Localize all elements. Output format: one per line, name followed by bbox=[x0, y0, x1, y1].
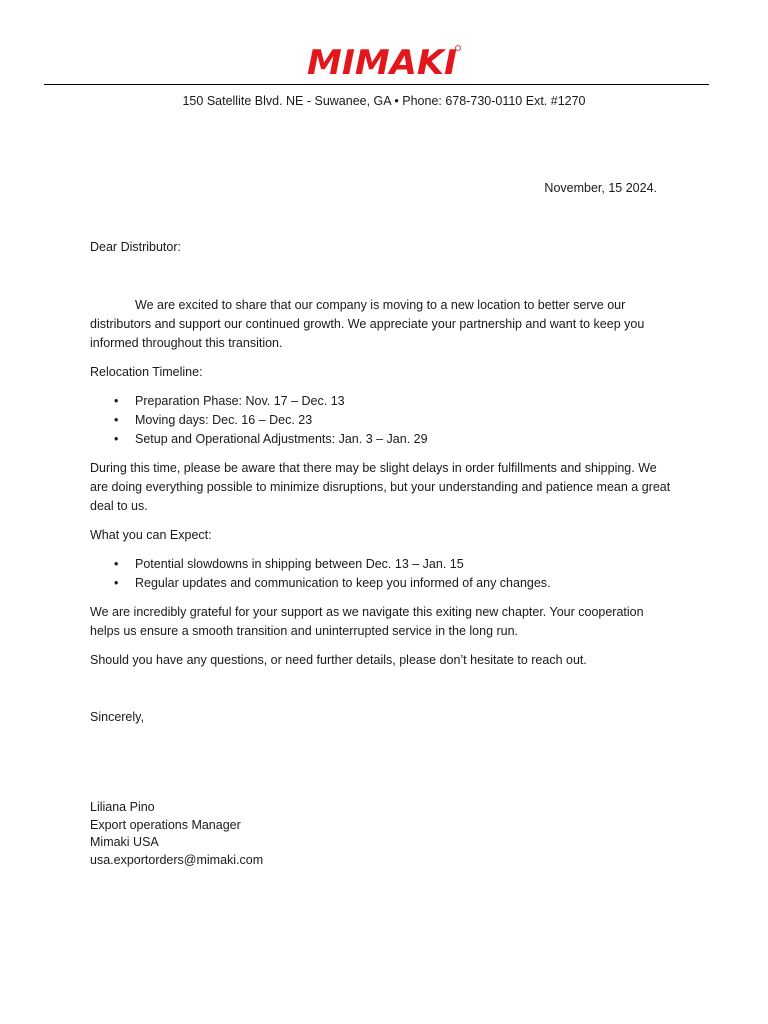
bullet-icon: • bbox=[114, 557, 119, 571]
intro-paragraph: We are excited to share that our company is moving to a new location to better serve our distributors and support our continued growth. We appreciate your partnership and want to keep you informed throughout this transition. bbox=[90, 298, 645, 350]
header-divider bbox=[44, 84, 709, 85]
list-item-text: Preparation Phase: Nov. 17 – Dec. 13 bbox=[135, 394, 345, 408]
mimaki-logo bbox=[0, 42, 768, 83]
list-item bbox=[90, 574, 675, 593]
timeline-list bbox=[90, 392, 675, 449]
closing: Sincerely, bbox=[90, 710, 144, 724]
questions-paragraph: Should you have any questions, or need further details, please don’t hesitate to reach out. bbox=[90, 653, 587, 667]
list-item bbox=[90, 555, 675, 574]
list-item bbox=[90, 430, 675, 449]
list-item bbox=[90, 411, 675, 430]
list-item-text: Regular updates and communication to keep you informed of any changes. bbox=[135, 576, 551, 590]
letter-body bbox=[90, 238, 675, 727]
bullet-icon: • bbox=[114, 413, 119, 427]
signer-company: Mimaki USA bbox=[90, 835, 159, 849]
company-address: 150 Satellite Blvd. NE - Suwanee, GA • Phone: 678-730-0110 Ext. #1270 bbox=[182, 94, 586, 108]
bullet-icon: • bbox=[114, 432, 119, 446]
signature-block bbox=[90, 799, 263, 869]
list-item-text: Moving days: Dec. 16 – Dec. 23 bbox=[135, 413, 313, 427]
delays-paragraph: During this time, please be aware that there may be slight delays in order fulfillments and shipping. We are doing everything possible to minimize disruptions, but your understanding and patience mean a great deal to us. bbox=[90, 461, 671, 513]
timeline-label: Relocation Timeline: bbox=[90, 365, 203, 379]
list-item-text: Setup and Operational Adjustments: Jan. 3 – Jan. 29 bbox=[135, 432, 428, 446]
mimaki-logo-graphic bbox=[304, 42, 464, 78]
expect-list bbox=[90, 555, 675, 593]
signer-name: Liliana Pino bbox=[90, 800, 155, 814]
grateful-paragraph: We are incredibly grateful for your support as we navigate this exiting new chapter. Your cooperation helps us ensure a smooth transition and uninterrupted service in the long run. bbox=[90, 605, 644, 638]
list-item bbox=[90, 392, 675, 411]
signer-email[interactable]: usa.exportorders@mimaki.com bbox=[90, 852, 264, 867]
letter-date: November, 15 2024. bbox=[544, 181, 657, 195]
signer-title: Export operations Manager bbox=[90, 817, 241, 832]
logo-wordmark: MIMAKI bbox=[307, 43, 457, 78]
expect-label: What you can Expect: bbox=[90, 528, 212, 542]
bullet-icon: • bbox=[114, 394, 119, 408]
bullet-icon: • bbox=[114, 576, 119, 590]
salutation: Dear Distributor: bbox=[90, 240, 181, 254]
list-item-text: Potential slowdowns in shipping between Dec. 13 – Jan. 15 bbox=[135, 557, 464, 571]
